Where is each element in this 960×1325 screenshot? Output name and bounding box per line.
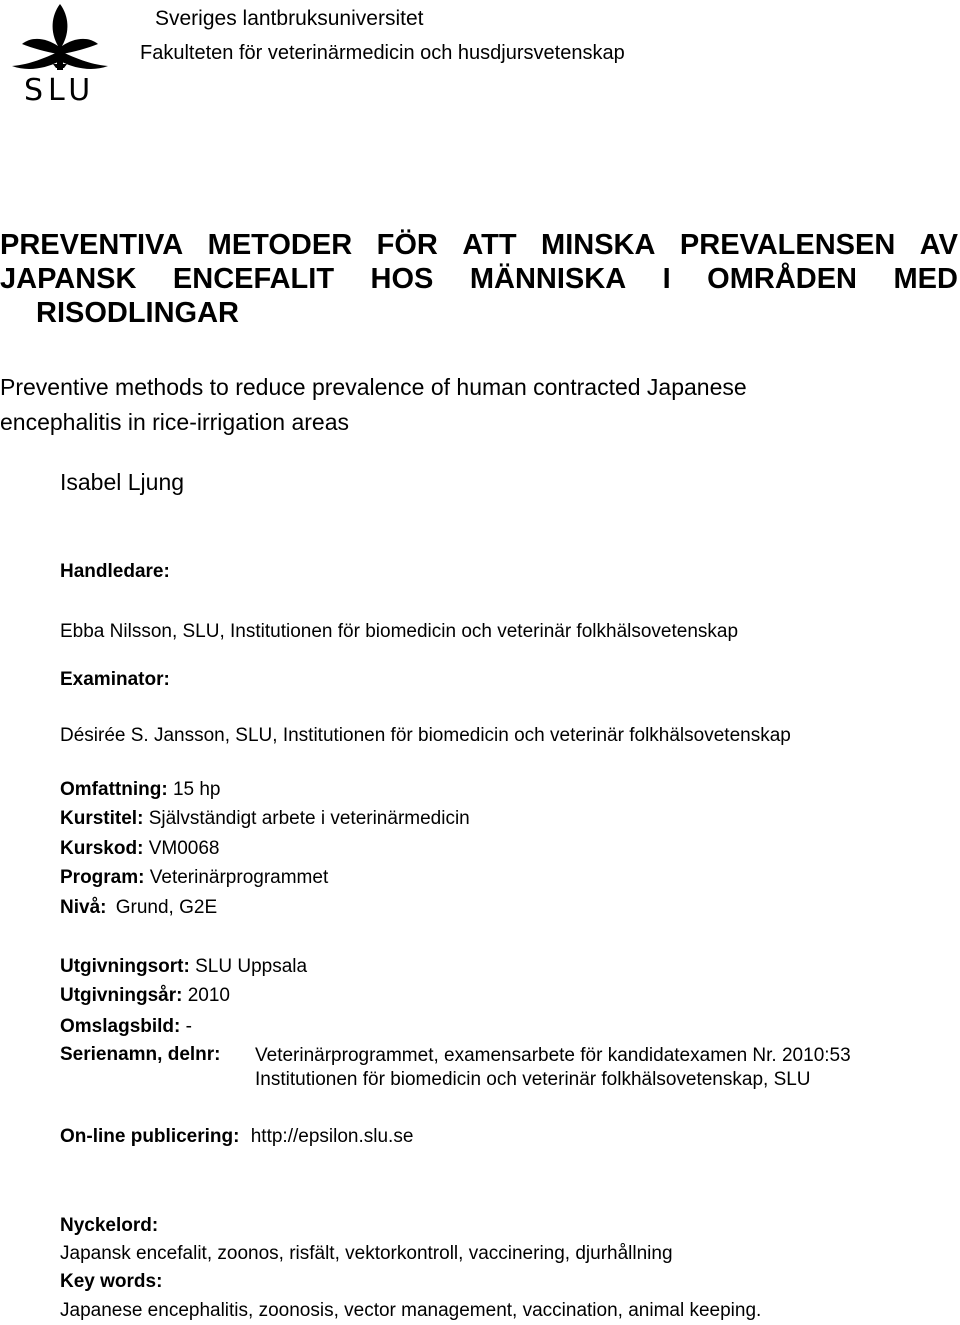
title-word: FÖR — [376, 229, 438, 261]
english-title-line1: Preventive methods to reduce prevalence of human contracted Japanese — [0, 374, 747, 400]
scope-row — [60, 779, 220, 801]
title-word: MÄNNISKA — [469, 263, 627, 295]
title-word: HOS — [370, 263, 434, 295]
series-line1: Veterinärprogrammet, examensarbete för kandidatexamen Nr. 2010:53 — [255, 1045, 851, 1066]
online-label: On-line publicering: — [60, 1126, 240, 1147]
keywords-en-label: Key words: — [60, 1271, 163, 1292]
english-title-line2: encephalitis in rice-irrigation areas — [0, 409, 349, 435]
english-title — [0, 370, 900, 440]
title-word: AV — [919, 229, 958, 261]
course-code-label: Kurskod: — [60, 838, 144, 859]
course-title-row — [60, 808, 470, 830]
thesis-title — [0, 228, 958, 330]
university-name: Sveriges lantbruksuniversitet — [155, 7, 424, 30]
title-word: MINSKA — [541, 229, 656, 261]
faculty-name: Fakulteten för veterinärmedicin och husdjursvetenskap — [140, 42, 625, 64]
level-value: Grund, G2E — [115, 897, 218, 918]
online-row — [60, 1126, 413, 1148]
level-row — [60, 897, 217, 919]
publication-year-label: Utgivningsår: — [60, 985, 183, 1006]
program-value: Veterinärprogrammet — [149, 867, 329, 888]
scope-label: Omfattning: — [60, 779, 168, 800]
cover-image-label: Omslagsbild: — [60, 1016, 181, 1037]
title-word: ATT — [462, 229, 517, 261]
title-word: JAPANSK — [0, 263, 137, 295]
publication-year-value: 2010 — [187, 985, 231, 1006]
title-line3: RISODLINGAR — [36, 297, 239, 329]
title-word: I — [662, 263, 671, 295]
program-label: Program: — [60, 867, 145, 888]
series-label: Serienamn, delnr: — [60, 1044, 221, 1065]
title-word: ENCEFALIT — [172, 263, 335, 295]
slu-logo — [8, 2, 112, 102]
publication-place-row — [60, 956, 307, 978]
author-name: Isabel Ljung — [60, 469, 185, 495]
title-word: PREVENTIVA — [0, 229, 184, 261]
supervisor-label: Handledare: — [60, 561, 170, 582]
scope-value: 15 hp — [172, 779, 221, 800]
course-code-row — [60, 838, 219, 860]
cover-image-value: - — [185, 1016, 192, 1037]
keywords-en-value: Japanese encephalitis, zoonosis, vector management, vaccination, animal keeping. — [60, 1300, 762, 1321]
supervisor-value: Ebba Nilsson, SLU, Institutionen för biomedicin och veterinär folkhälsovetenskap — [60, 621, 739, 642]
leaf-emblem-icon — [12, 4, 108, 70]
examiner-value: Désirée S. Jansson, SLU, Institutionen för biomedicin och veterinär folkhälsovetenskap — [60, 725, 791, 746]
publication-place-value: SLU Uppsala — [195, 956, 308, 977]
keywords-sv-label: Nyckelord: — [60, 1215, 159, 1236]
title-word: OMRÅDEN — [707, 263, 858, 295]
course-code-value: VM0068 — [148, 838, 220, 859]
title-word: PREVALENSEN — [679, 229, 896, 261]
keywords-sv-value: Japansk encefalit, zoonos, risfält, vektorkontroll, vaccinering, djurhållning — [60, 1243, 673, 1264]
publication-place-label: Utgivningsort: — [60, 956, 190, 977]
title-word: METODER — [207, 229, 353, 261]
publication-year-row — [60, 985, 230, 1007]
series-value — [255, 1044, 851, 1092]
examiner-label: Examinator: — [60, 669, 170, 690]
title-word: MED — [893, 263, 958, 295]
online-link[interactable]: http://epsilon.slu.se — [250, 1126, 414, 1147]
course-title-value: Självständigt arbete i veterinärmedicin — [148, 808, 470, 829]
series-line2: Institutionen för biomedicin och veterinär folkhälsovetenskap, SLU — [255, 1069, 811, 1090]
svg-text:SLU: SLU — [24, 73, 96, 102]
program-row — [60, 867, 328, 889]
course-title-label: Kurstitel: — [60, 808, 144, 829]
level-label: Nivå: — [60, 897, 107, 918]
cover-image-row — [60, 1016, 192, 1038]
